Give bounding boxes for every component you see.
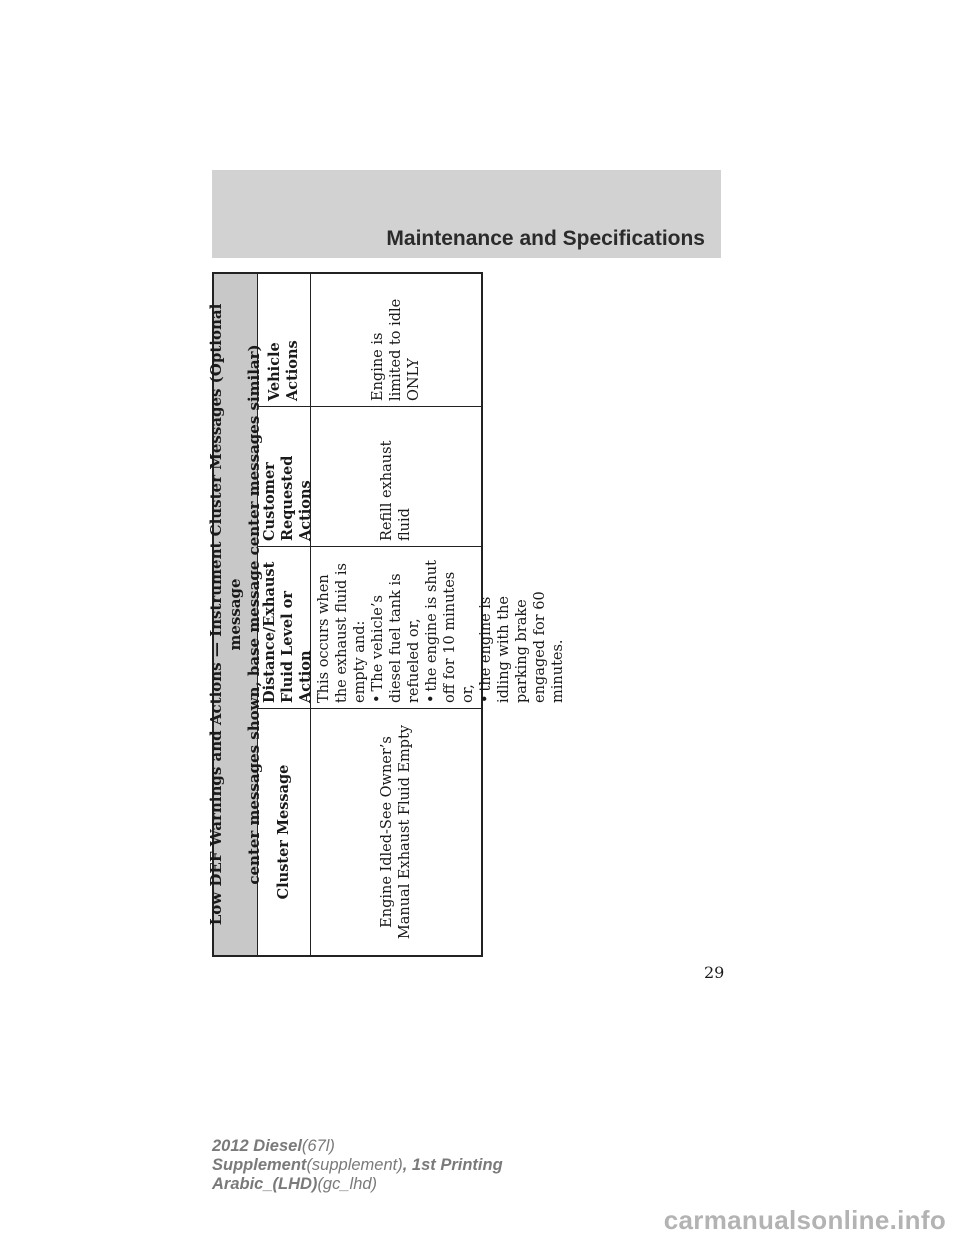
table-title-line-2: center messages shown, base message center messages similar) [245,344,263,885]
footer-doc-type: Supplement [212,1156,307,1174]
footer-model: 2012 Diesel [212,1137,302,1155]
footer-doc-code: (supplement) [306,1156,403,1174]
column-divider-3 [257,406,481,407]
def-warnings-table [207,272,566,957]
column-divider-1 [257,708,481,709]
footer-market: Arabic_(LHD) [212,1175,318,1193]
cell-cluster-message: Engine Idled-See Owner’s Manual Exhaust Fluid Empty [379,724,413,940]
distance-bullet-1: • The vehicle’s diesel fuel tank is refueled or, [369,553,423,703]
footer-line-1 [212,1137,503,1156]
rotated-table-wrapper [207,272,566,957]
cell-distance [311,547,566,709]
column-divider-2 [257,546,481,547]
distance-bullet-3: • the engine is idling with the parking brake engaged for 60 minutes. [477,553,567,703]
footer-market-code: (gc_lhd) [317,1175,378,1193]
header-distance: Distance/Exhaust Fluid Level or Action [257,547,311,709]
section-title: Maintenance and Specifications [386,227,705,250]
site-watermark: carmanualsonline.info [663,1205,946,1235]
section-header-tab [212,170,721,258]
header-vehicle-actions: Vehicle Actions [257,274,311,407]
footer-line-3 [212,1175,503,1194]
table-title [207,274,263,955]
cell-customer-actions: Refill exhaust fluid [379,440,413,541]
table-title-line-1: Low DEF Warnings and Actions — Instrument Cluster Messages (Optional message [207,303,244,926]
footer-model-code: (67l) [301,1137,335,1155]
footer-line-2 [212,1156,503,1175]
page-number: 29 [704,963,725,982]
header-customer-actions: Customer Requested Actions [257,407,311,547]
cell-vehicle-actions: Engine is limited to idle ONLY [370,298,422,401]
footer-printing: , 1st Printing [402,1156,503,1174]
header-cluster-message: Cluster Message [257,709,311,955]
distance-bullet-list [369,553,567,703]
distance-bullet-2: • the engine is shut off for 10 minutes or, [423,553,477,703]
print-footer [212,1137,503,1194]
distance-intro: This occurs when the exhaust fluid is empty and: [316,563,368,703]
